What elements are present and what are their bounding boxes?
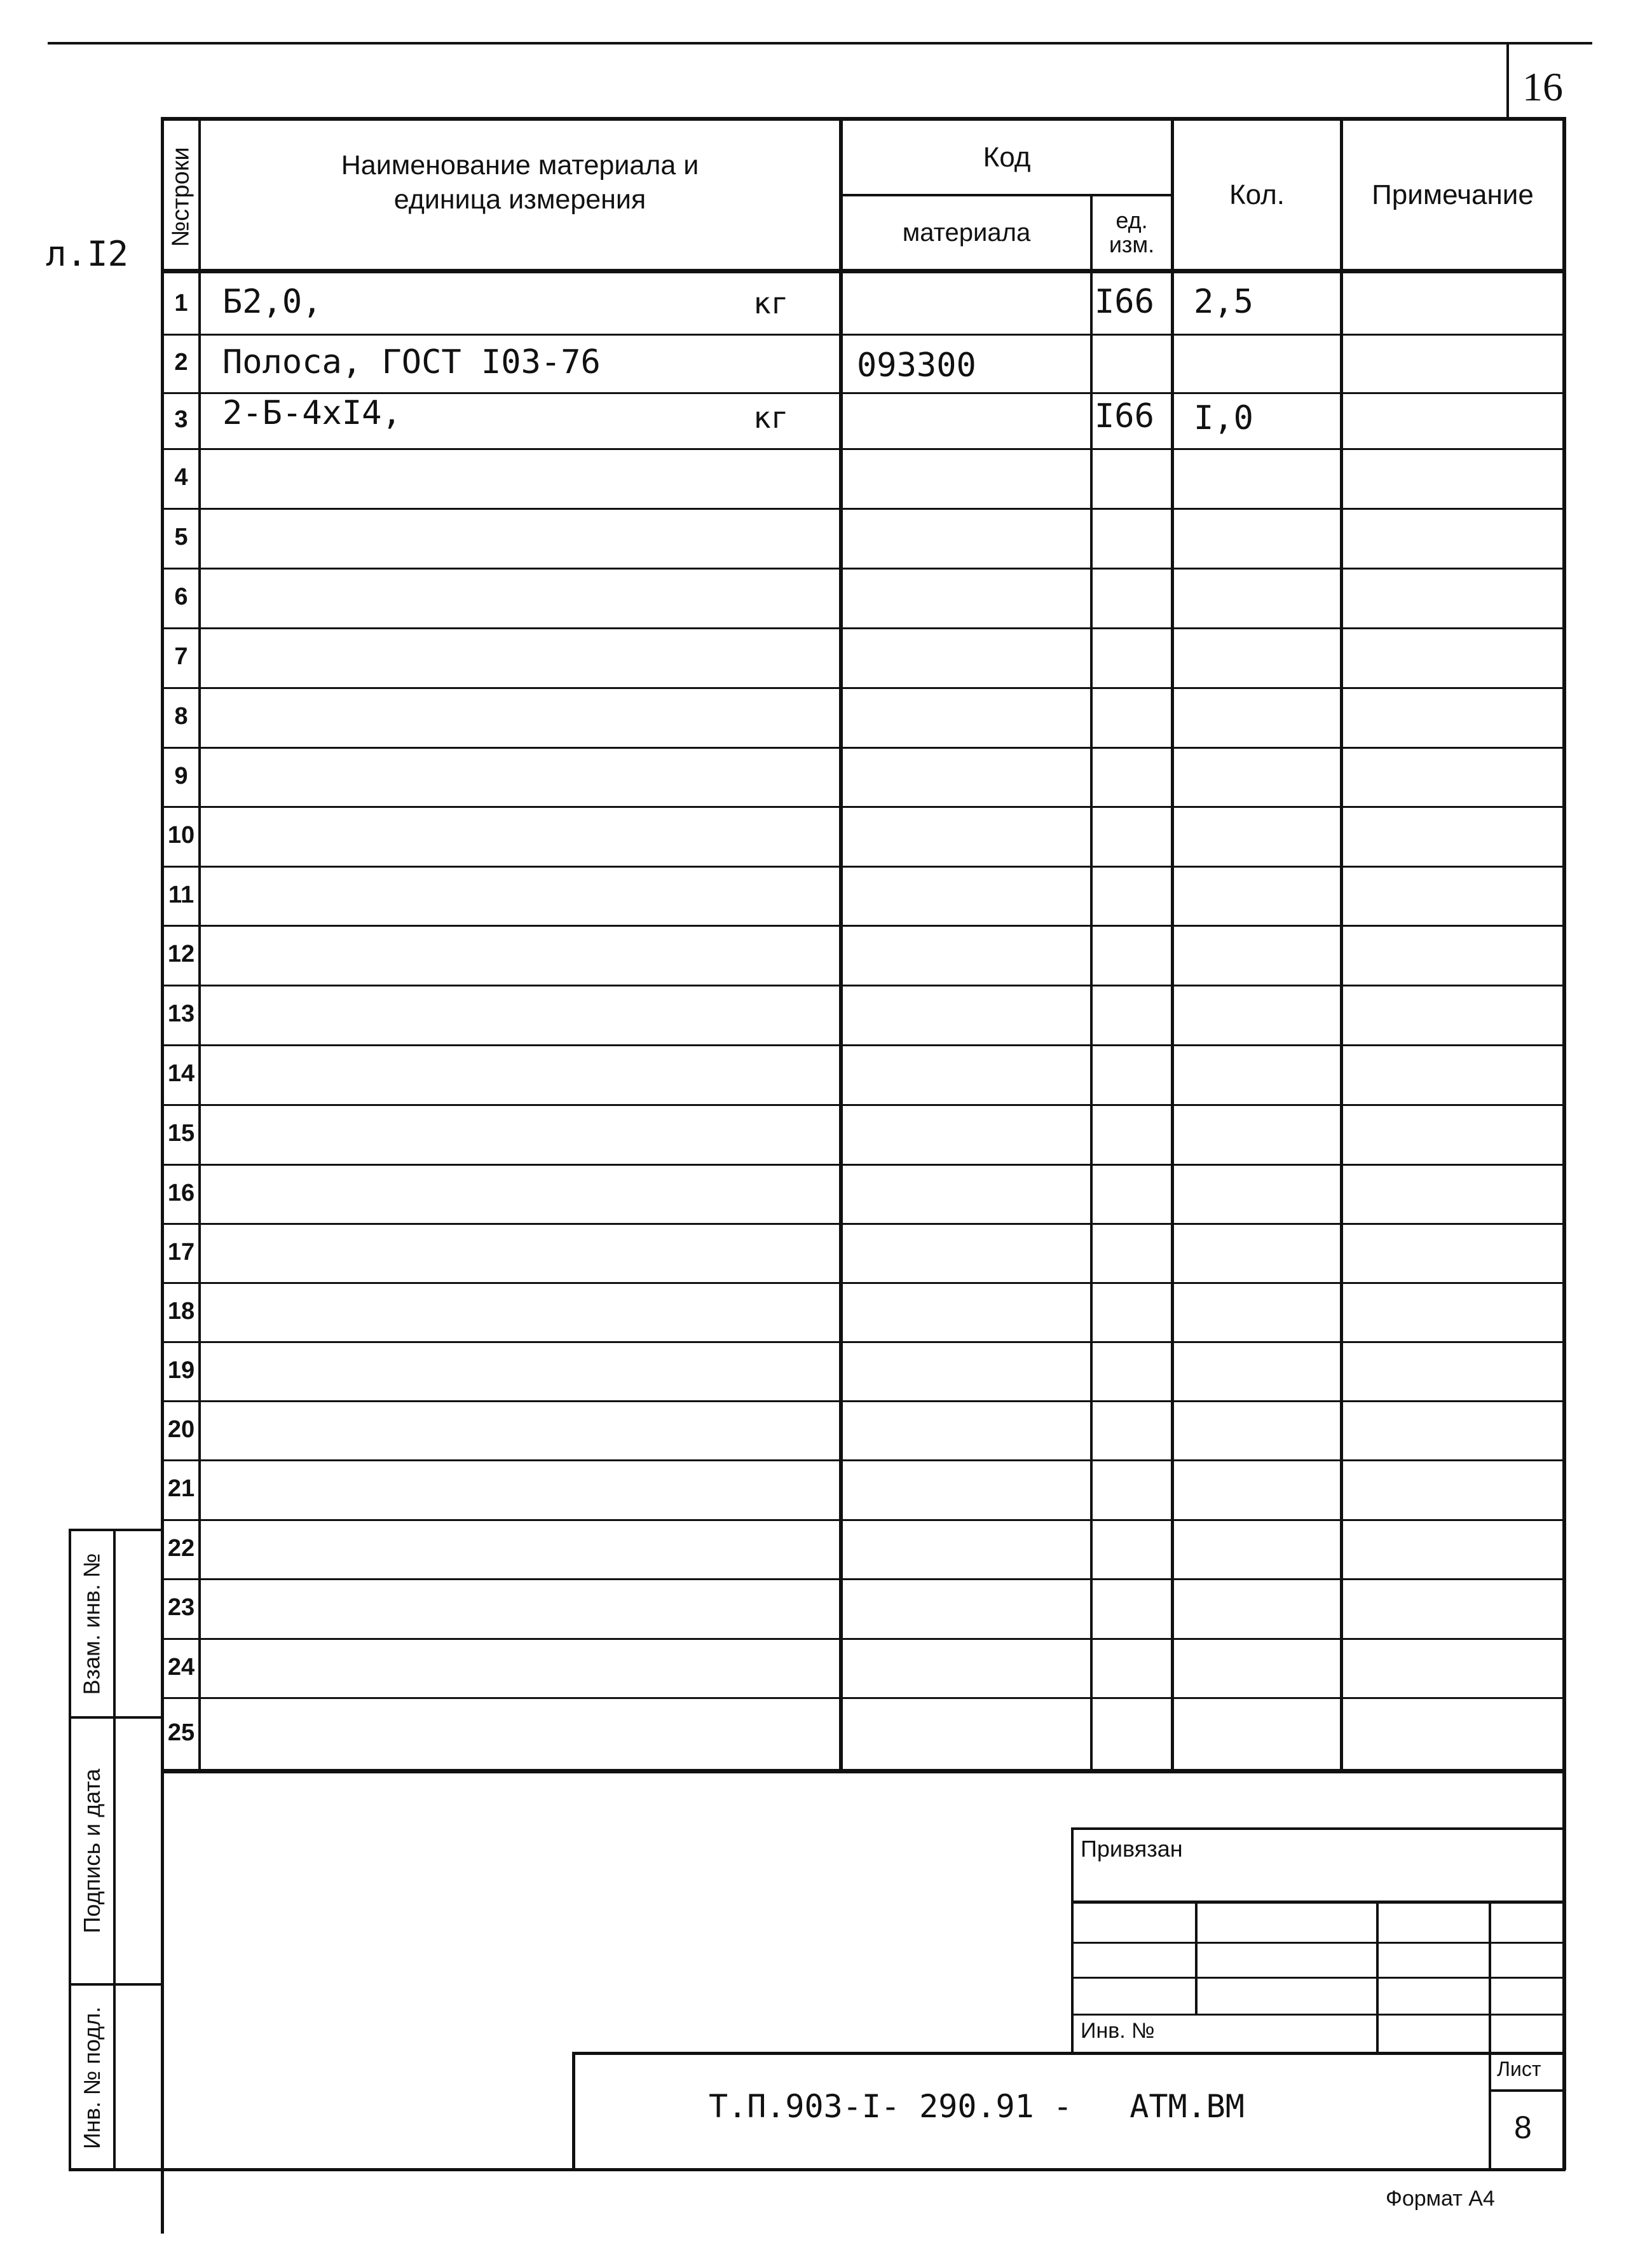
format-label: Формат А4 [1386, 2187, 1495, 2211]
row-number: 22 [167, 1534, 195, 1562]
privyazan-col1 [1195, 1901, 1198, 2015]
page-number-divider [1506, 42, 1509, 117]
row-divider [161, 985, 1566, 986]
row-number: 3 [174, 406, 188, 433]
row-number: 25 [167, 1719, 195, 1746]
row-divider [161, 1578, 1566, 1580]
row-number: 20 [167, 1416, 195, 1443]
header-code: Код [983, 141, 1031, 173]
privyazan-left [1071, 1827, 1074, 2053]
row-divider [161, 1638, 1566, 1640]
row-number: 19 [167, 1356, 195, 1384]
row-divider [161, 1164, 1566, 1166]
col-divider-material [1090, 194, 1093, 1770]
row-number: 9 [174, 762, 188, 789]
top-rule [48, 42, 1592, 44]
privyazan-row2 [1071, 1942, 1566, 1944]
row-number: 24 [167, 1653, 195, 1681]
row-divider [161, 627, 1566, 629]
row-number: 7 [174, 643, 188, 670]
sheet-reference: л.I2 [46, 234, 129, 274]
row-number: 8 [174, 703, 188, 730]
row-divider [161, 568, 1566, 570]
table-right-border [1562, 117, 1566, 2170]
row-divider [161, 1104, 1566, 1106]
side-stamp-podpis-data: Подпись и дата [79, 1768, 105, 1934]
row-number: 12 [167, 941, 195, 967]
privyazan-col2 [1376, 1901, 1379, 2053]
row-divider [161, 1459, 1566, 1461]
row-number: 17 [167, 1238, 195, 1266]
row-divider [161, 747, 1566, 749]
side-stamp-bottom [69, 2168, 1566, 2171]
privyazan-label: Привязан [1081, 1836, 1183, 1862]
row-divider [161, 687, 1566, 689]
row-number: 11 [168, 881, 195, 908]
row-divider [161, 925, 1566, 927]
row-number: 14 [167, 1060, 195, 1087]
side-stamp-vzam-inv: Взам. инв. № [78, 1553, 105, 1695]
designation-top [572, 2052, 1566, 2055]
table-bottom-border [161, 1769, 1566, 1773]
row-number: 18 [167, 1297, 195, 1325]
row-divider [161, 508, 1566, 510]
row-number: 21 [167, 1475, 195, 1502]
row-divider [161, 866, 1566, 868]
designation-right [1489, 2052, 1491, 2171]
row-2-name: Полоса, ГОСТ I03-76 [222, 343, 601, 381]
row-divider [161, 1400, 1566, 1402]
side-stamp-mid [113, 1529, 116, 2171]
header-row-number: №строки [167, 147, 195, 247]
side-stamp-left [69, 1529, 71, 2171]
page-number: 16 [1522, 64, 1563, 109]
col-divider-name [839, 117, 843, 1770]
sheet-label: Лист [1497, 2058, 1541, 2080]
table-header-bottom-border [161, 269, 1566, 273]
privyazan-row1 [1071, 1901, 1566, 1904]
col-divider-qty [1340, 117, 1343, 1770]
row-divider [161, 1519, 1566, 1521]
row-number: 16 [167, 1179, 195, 1206]
row-3-unit-code: I66 [1095, 397, 1154, 435]
privyazan-col3 [1489, 1901, 1491, 2053]
row-number: 5 [174, 524, 188, 550]
header-quantity: Кол. [1229, 179, 1285, 210]
row-divider [161, 1044, 1566, 1046]
row-3-qty: I,0 [1194, 399, 1253, 437]
row-number: 10 [167, 822, 195, 849]
col-divider-unit [1171, 117, 1174, 1770]
row-1-unit-code: I66 [1095, 283, 1154, 321]
row-number: 23 [167, 1594, 195, 1621]
sheet-number: 8 [1514, 2110, 1532, 2145]
row-3-name: 2-Б-4хI4, [222, 394, 402, 432]
row-number: 4 [174, 464, 188, 491]
header-note: Примечание [1372, 179, 1534, 210]
row-divider [161, 334, 1566, 336]
document-designation: Т.П.903-I- 290.91 - АТМ.ВМ [709, 2088, 1245, 2125]
row-1-name: Б2,0, [222, 283, 322, 321]
table-left-border [161, 117, 164, 2234]
header-code-unit: ед. изм. [1109, 207, 1155, 257]
row-divider [161, 1697, 1566, 1699]
side-stamp-inv-podl: Инв. № подл. [79, 2006, 105, 2150]
row-divider [161, 1341, 1566, 1343]
privyazan-row4 [1071, 2014, 1566, 2016]
row-divider [161, 1282, 1566, 1284]
row-divider [161, 806, 1566, 808]
header-code-material: материала [902, 218, 1031, 247]
privyazan-row3 [1071, 1977, 1566, 1979]
row-1-qty: 2,5 [1194, 283, 1253, 321]
privyazan-top [1071, 1827, 1566, 1830]
row-number: 1 [174, 289, 188, 317]
header-material-name [201, 121, 839, 269]
row-number: 15 [167, 1120, 195, 1147]
sheet-label-divider [1489, 2089, 1566, 2092]
row-number: 2 [174, 349, 188, 376]
inv-no-label: Инв. № [1081, 2019, 1155, 2043]
row-divider [161, 1223, 1566, 1225]
header-material-name-text: Наименование материала и единица измерения [341, 149, 699, 215]
row-3-unit-label: кг [753, 400, 789, 435]
row-number: 6 [174, 583, 188, 610]
row-1-unit-label: кг [753, 286, 789, 320]
row-2-material-code: 093300 [857, 346, 976, 385]
designation-left [572, 2052, 575, 2171]
col-divider-rownum [198, 117, 201, 1770]
row-number: 13 [167, 1000, 195, 1027]
row-divider [161, 448, 1566, 450]
